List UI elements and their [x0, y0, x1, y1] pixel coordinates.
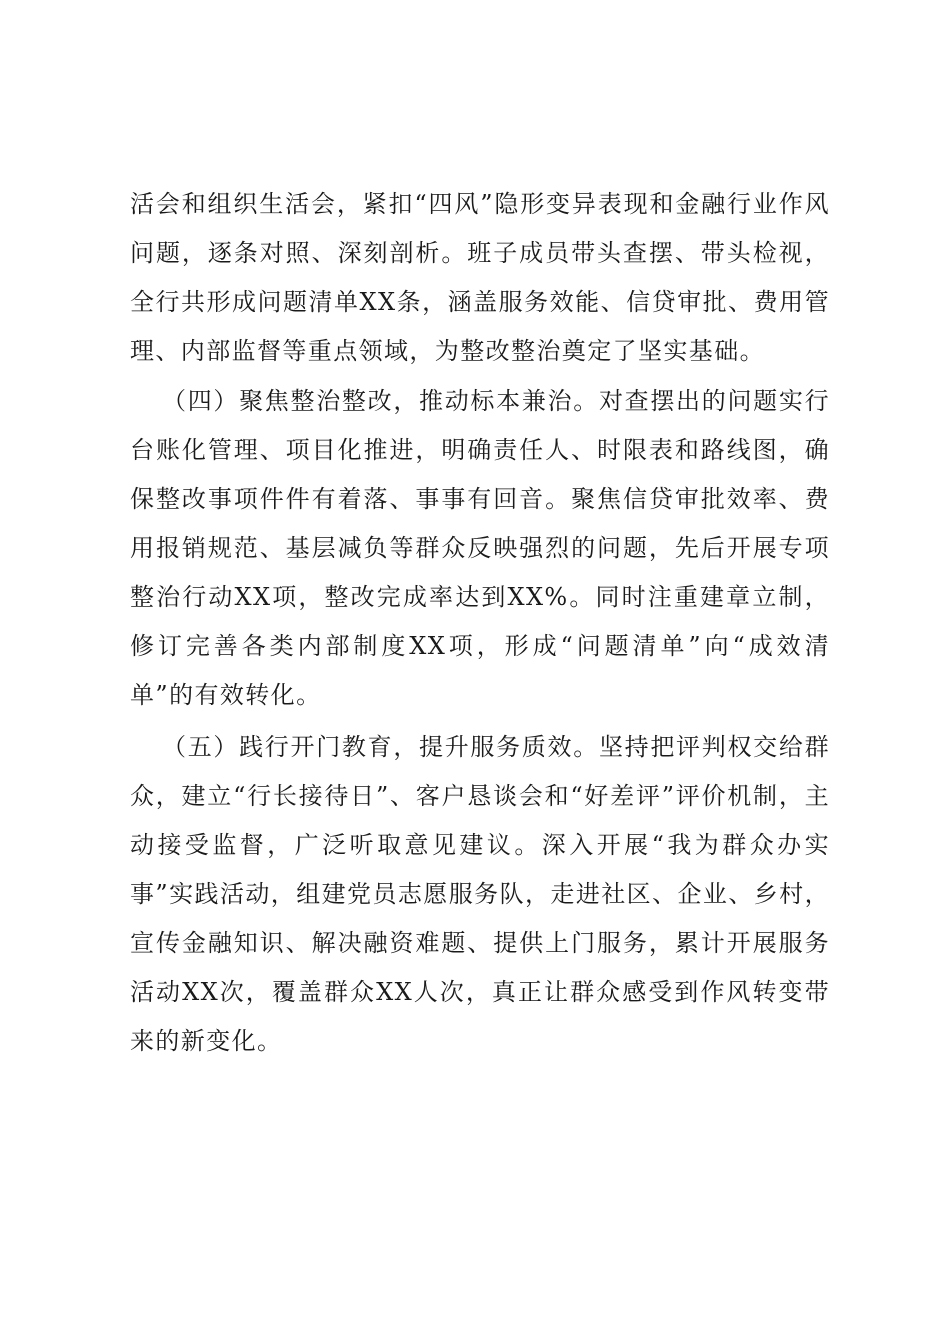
paragraph-text: 活会和组织生活会，紧扣“四风”隐形变异表现和金融行业作风问题，逐条对照、深刻剖析。班子成员带头查摆、带头检视，全行共形成问题清单XX条，涵盖服务效能、信贷审批、费用管理、内部监督等重点领域，为整改整治奠定了坚实基础。 [130, 190, 830, 365]
section-heading: （四）聚焦整治整改，推动标本兼治。 [162, 387, 599, 415]
section-heading: （五）践行开门教育，提升服务质效。 [162, 733, 599, 761]
paragraph-section-four [130, 377, 830, 720]
paragraph-section-five [130, 723, 830, 1066]
paragraph-text: 对查摆出的问题实行台账化管理、项目化推进，明确责任人、时限表和路线图，确保整改事项件件有着落、事事有回音。聚焦信贷审批效率、费用报销规范、基层减负等群众反映强烈的问题，先后开展专项整治行动XX项，整改完成率达到XX%。同时注重建章立制，修订完善各类内部制度XX项，形成“问题清单”向“成效清单”的有效转化。 [130, 387, 830, 709]
paragraph-text: 坚持把评判权交给群众，建立“行长接待日”、客户恳谈会和“好差评”评价机制，主动接受监督，广泛听取意见建议。深入开展“我为群众办实事”实践活动，组建党员志愿服务队，走进社区、企业、乡村，宣传金融知识、解决融资难题、提供上门服务，累计开展服务活动XX次，覆盖群众XX人次，真正让群众感受到作风转变带来的新变化。 [130, 733, 830, 1055]
paragraph-continuation [130, 180, 830, 376]
